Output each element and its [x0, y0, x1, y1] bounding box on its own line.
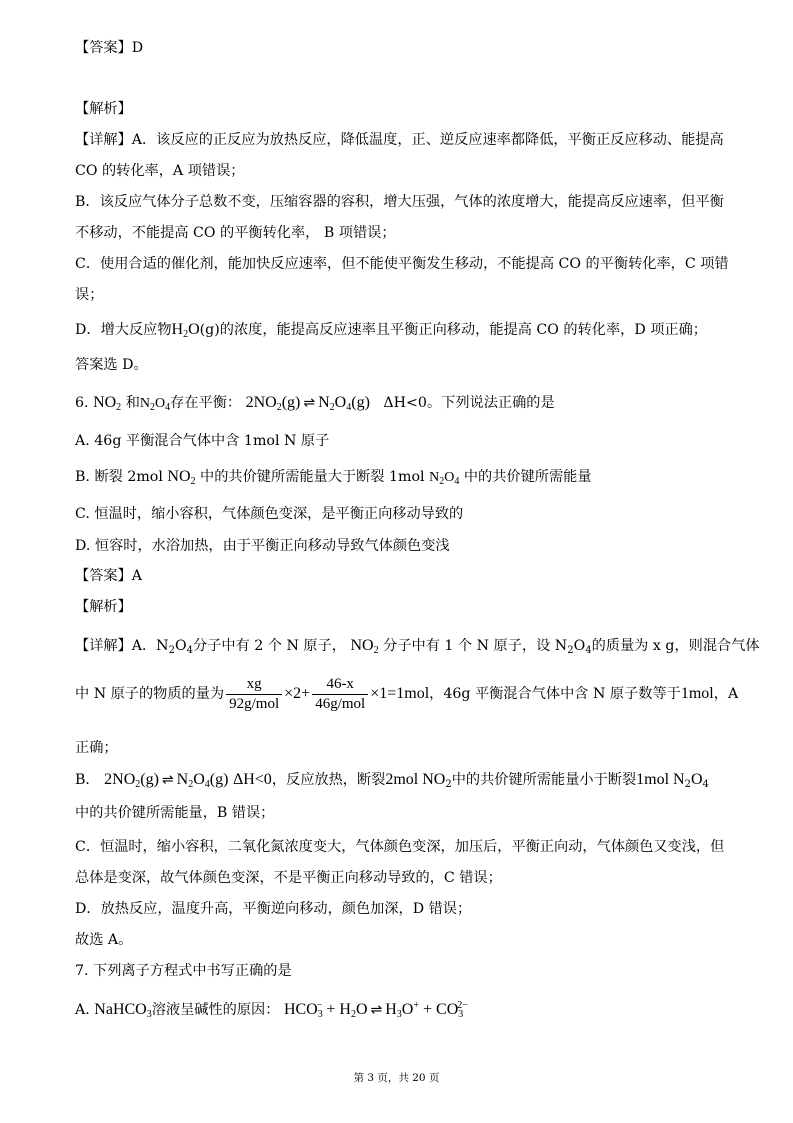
detail-text: 【详解】A．N [75, 638, 169, 654]
detail-text: ，A [713, 686, 739, 702]
detail-text: 分子中有 2 个 N 原子， [193, 638, 346, 654]
fraction-46-x [312, 675, 368, 714]
option-prefix: A. [75, 1002, 90, 1018]
fraction-numerator: 46-x [312, 675, 368, 695]
detail-text: 的质量为 x g，则混合气体 [591, 638, 760, 654]
detail-q6-conclusion: 故选 A。 [75, 932, 133, 948]
detail-q6-d-line: D．放热反应，温度升高，平衡逆向移动，颜色加深，D 错误； [75, 901, 472, 917]
detail-q6-b-line2: 中的共价键所需能量，B 错误； [75, 805, 275, 821]
math-result: ×1=1mol [370, 685, 430, 702]
analysis-label-q6: 【解析】 [75, 599, 132, 615]
q6-option-c: C. 恒温时，缩小容积，气体颜色变深，是平衡正向移动导致的 [75, 506, 464, 522]
detail-text: 中的共价键所需能量小于断裂 [451, 772, 637, 788]
q6-opt-b-post: 中的共价键所需能量 [463, 469, 592, 485]
q6-option-b [75, 467, 592, 488]
q6-option-a: A. 46g 平衡混合气体中含 1mol N 原子 [75, 433, 330, 449]
q6-opt-b-pre: B. 断裂 2mol [75, 469, 163, 485]
detail-q5-b-line1: B．该反应气体分子总数不变，压缩容器的容积，增大压强，气体的浓度增大，能提高反应速率，但平衡 [75, 194, 724, 210]
equilibrium-equation: $2NO_2(g)$ ⇌ $N_2O_4(g)$ [245, 394, 370, 413]
answer-line-q6 [75, 566, 142, 586]
fraction-denominator: 92g/mol [229, 695, 280, 712]
fraction-denominator: 46g/mol [315, 695, 366, 712]
question-6-stem [75, 393, 555, 414]
detail-text: 分子中有 1 个 N 原子，设 N [383, 638, 568, 654]
detail-q5-d-line [75, 320, 707, 340]
math-operator: ×2+ [284, 685, 311, 702]
q6-mid: 存在平衡： [170, 395, 242, 411]
detail-q6-a-line3: 正确； [75, 740, 118, 756]
detail-q5-d-pre: D．增大反应物 [75, 322, 172, 338]
answer-value: A [131, 568, 143, 584]
detail-q6-c-line1: C．恒温时，缩小容积，二氧化氮浓度变大，气体颜色变深，加压后，平衡正向动，气体颜色又变浅，但 [75, 839, 725, 855]
detail-q6-b-line1: B． $2NO_2(g)$ ⇌ $N_2O_4(g)$ ΔH<0，反应放热，断裂2mol $NO_2$中的共价键所需能量小于断裂1mol $N_2O_4$ [75, 771, 709, 790]
fraction-xg [226, 675, 282, 714]
detail-text: ，反应放热，断裂 [271, 772, 386, 788]
answer-label: 【答案】 [75, 40, 132, 56]
formula-no2: $NO_2$ [167, 468, 196, 487]
enthalpy-condition: ΔH<0 [232, 771, 272, 788]
detail-q5-c-line1: C．使用合适的催化剂，能加快反应速率，但不能使平衡发生移动，不能提高 CO 的平衡转化率，C 项错 [75, 256, 729, 272]
q6-option-d: D. 恒容时，水浴加热，由于平衡正向移动导致气体颜色变浅 [75, 538, 450, 554]
math-value: 1mol N [636, 771, 685, 788]
detail-q6-a-line1: 【详解】A．$N_2O_4$分子中有 2 个 N 原子， $NO_2$ 分子中有 1 个 N 原子，设 $N_2O_4$的质量为 x g，则混合气体 [75, 637, 760, 656]
formula-no2: $NO_2$ [350, 637, 379, 656]
formula-nahco3: NaHCO$_3$ [94, 1001, 152, 1020]
math-value: 2mol NO [385, 771, 446, 788]
math-value: 1mol [680, 685, 714, 702]
q6-conj: 和 [125, 395, 140, 411]
formula-n2o4: $N_2O_4$ [139, 396, 171, 413]
detail-q5-c-line2: 误； [75, 287, 104, 303]
answer-value: D [131, 40, 144, 56]
hydrolysis-equation: $HCO_3^- + H_2O$ ⇌ $H_3O^+ + CO_3^{2-}$ [283, 1000, 468, 1020]
detail-q5-d-post: (g)的浓度，能提高反应速率且平衡正向移动，能提高 CO 的转化率，D 项正确； [199, 322, 707, 338]
answer-line-q5 [75, 38, 143, 58]
detail-q6-c-line2: 总体是变深，故气体颜色变深，不是平衡正向移动导致的，C 错误； [75, 870, 502, 886]
detail-q6-a-line2 [75, 672, 738, 716]
answer-label: 【答案】 [75, 568, 132, 584]
analysis-label-q5: 【解析】 [75, 101, 132, 117]
detail-q5-b-line2: 不移动，不能提高 CO 的平衡转化率， B 项错误； [75, 225, 396, 241]
q6-dh: ΔH<0。下列说法正确的是 [383, 395, 555, 411]
page-footer: 第 3 页，共 20 页 [353, 1072, 440, 1084]
question-number: 6. [75, 395, 89, 411]
formula-h2o: $H_2O$ [171, 321, 200, 340]
detail-text: ，46g 平衡混合气体中含 N 原子数等于 [429, 686, 681, 702]
detail-q5-a-line2: CO 的转化率，A 项错误； [75, 163, 245, 179]
detail-q5-a-line1: 【详解】A．该反应的正反应为放热反应，降低温度，正、逆反应速率都降低，平衡正反应移动、能提高 [75, 132, 724, 148]
question-7-stem: 7. 下列离子方程式中书写正确的是 [75, 963, 292, 979]
formula-no2: $NO_2$ [93, 394, 122, 413]
q6-opt-b-mid: 中的共价键所需能量大于断裂 1mol [200, 469, 425, 485]
equilibrium-equation: $2NO_2(g)$ ⇌ $N_2O_4(g)$ [104, 771, 229, 790]
detail-q5-conclusion: 答案选 D。 [75, 357, 148, 373]
formula-n2o4: $N_2O_4$ [429, 470, 460, 487]
q7-option-a [75, 1000, 468, 1020]
detail-text: 中 N 原子的物质的量为 [75, 686, 225, 702]
detail-text: 溶液呈碱性的原因： [151, 1002, 280, 1018]
detail-text: B． [75, 772, 100, 788]
fraction-numerator: xg [226, 675, 282, 695]
